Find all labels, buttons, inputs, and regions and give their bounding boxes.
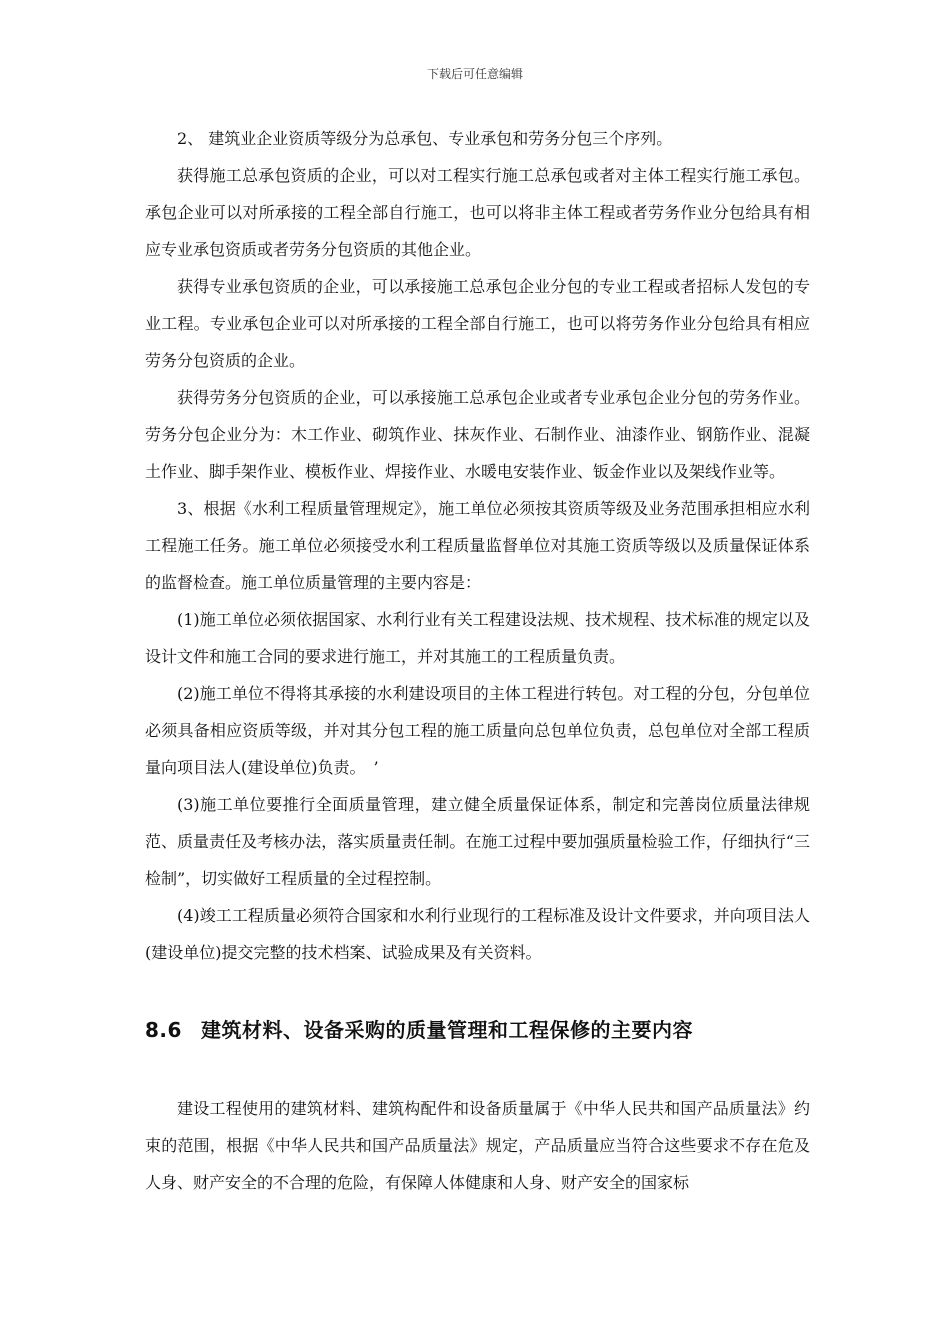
paragraph: (3)施工单位要推行全面质量管理，建立健全质量保证体系，制定和完善岗位质量法律规范、质量责任及考核办法，落实质量责任制。在施工过程中要加强质量检验工作，仔细执行“三检制”，切实做好工程质量的全过程控制。 [145,795,810,888]
page-header: 下载后可任意编辑 [426,67,523,81]
section-body-text [145,1090,810,1201]
section-title: 建筑材料、设备采购的质量管理和工程保修的主要内容 [201,1018,693,1042]
paragraph: 建设工程使用的建筑材料、建筑构配件和设备质量属于《中华人民共和国产品质量法》约束的范围，根据《中华人民共和国产品质量法》规定，产品质量应当符合这些要求不存在危及人身、财产安全的不合理的危险，有保障人体健康和人身、财产安全的国家标 [145,1099,810,1192]
paragraph: 获得劳务分包资质的企业，可以承接施工总承包企业或者专业承包企业分包的劳务作业。劳务分包企业分为：木工作业、砌筑作业、抹灰作业、石制作业、油漆作业、钢筋作业、混凝土作业、脚手架作业、模板作业、焊接作业、水暖电安装作业、钣金作业以及架线作业等。 [145,388,810,481]
paragraph: (2)施工单位不得将其承接的水利建设项目的主体工程进行转包。对工程的分包，分包单位必须具备相应资质等级，并对其分包工程的施工质量向总包单位负责，总包单位对全部工程质量向项目法人(建设单位)负责。 ’ [145,684,810,777]
body-text [145,120,810,971]
section-heading [145,1014,810,1043]
paragraph: (4)竣工工程质量必须符合国家和水利行业现行的工程标准及设计文件要求，并向项目法人(建设单位)提交完整的技术档案、试验成果及有关资料。 [145,906,810,962]
paragraph: 获得施工总承包资质的企业，可以对工程实行施工总承包或者对主体工程实行施工承包。承包企业可以对所承接的工程全部自行施工，也可以将非主体工程或者劳务作业分包给具有相应专业承包资质或者劳务分包资质的其他企业。 [145,166,810,259]
section-number: 8.6 [145,1018,182,1042]
paragraph: 2、 建筑业企业资质等级分为总承包、专业承包和劳务分包三个序列。 [177,129,673,148]
paragraph: (1)施工单位必须依据国家、水利行业有关工程建设法规、技术规程、技术标准的规定以及设计文件和施工合同的要求进行施工，并对其施工的工程质量负责。 [145,610,810,666]
paragraph: 3、根据《水利工程质量管理规定》，施工单位必须按其资质等级及业务范围承担相应水利工程施工任务。施工单位必须接受水利工程质量监督单位对其施工资质等级以及质量保证体系的监督检查。施工单位质量管理的主要内容是： [145,499,810,592]
paragraph: 获得专业承包资质的企业，可以承接施工总承包企业分包的专业工程或者招标人发包的专业工程。专业承包企业可以对所承接的工程全部自行施工，也可以将劳务作业分包给具有相应劳务分包资质的企业。 [145,277,810,370]
